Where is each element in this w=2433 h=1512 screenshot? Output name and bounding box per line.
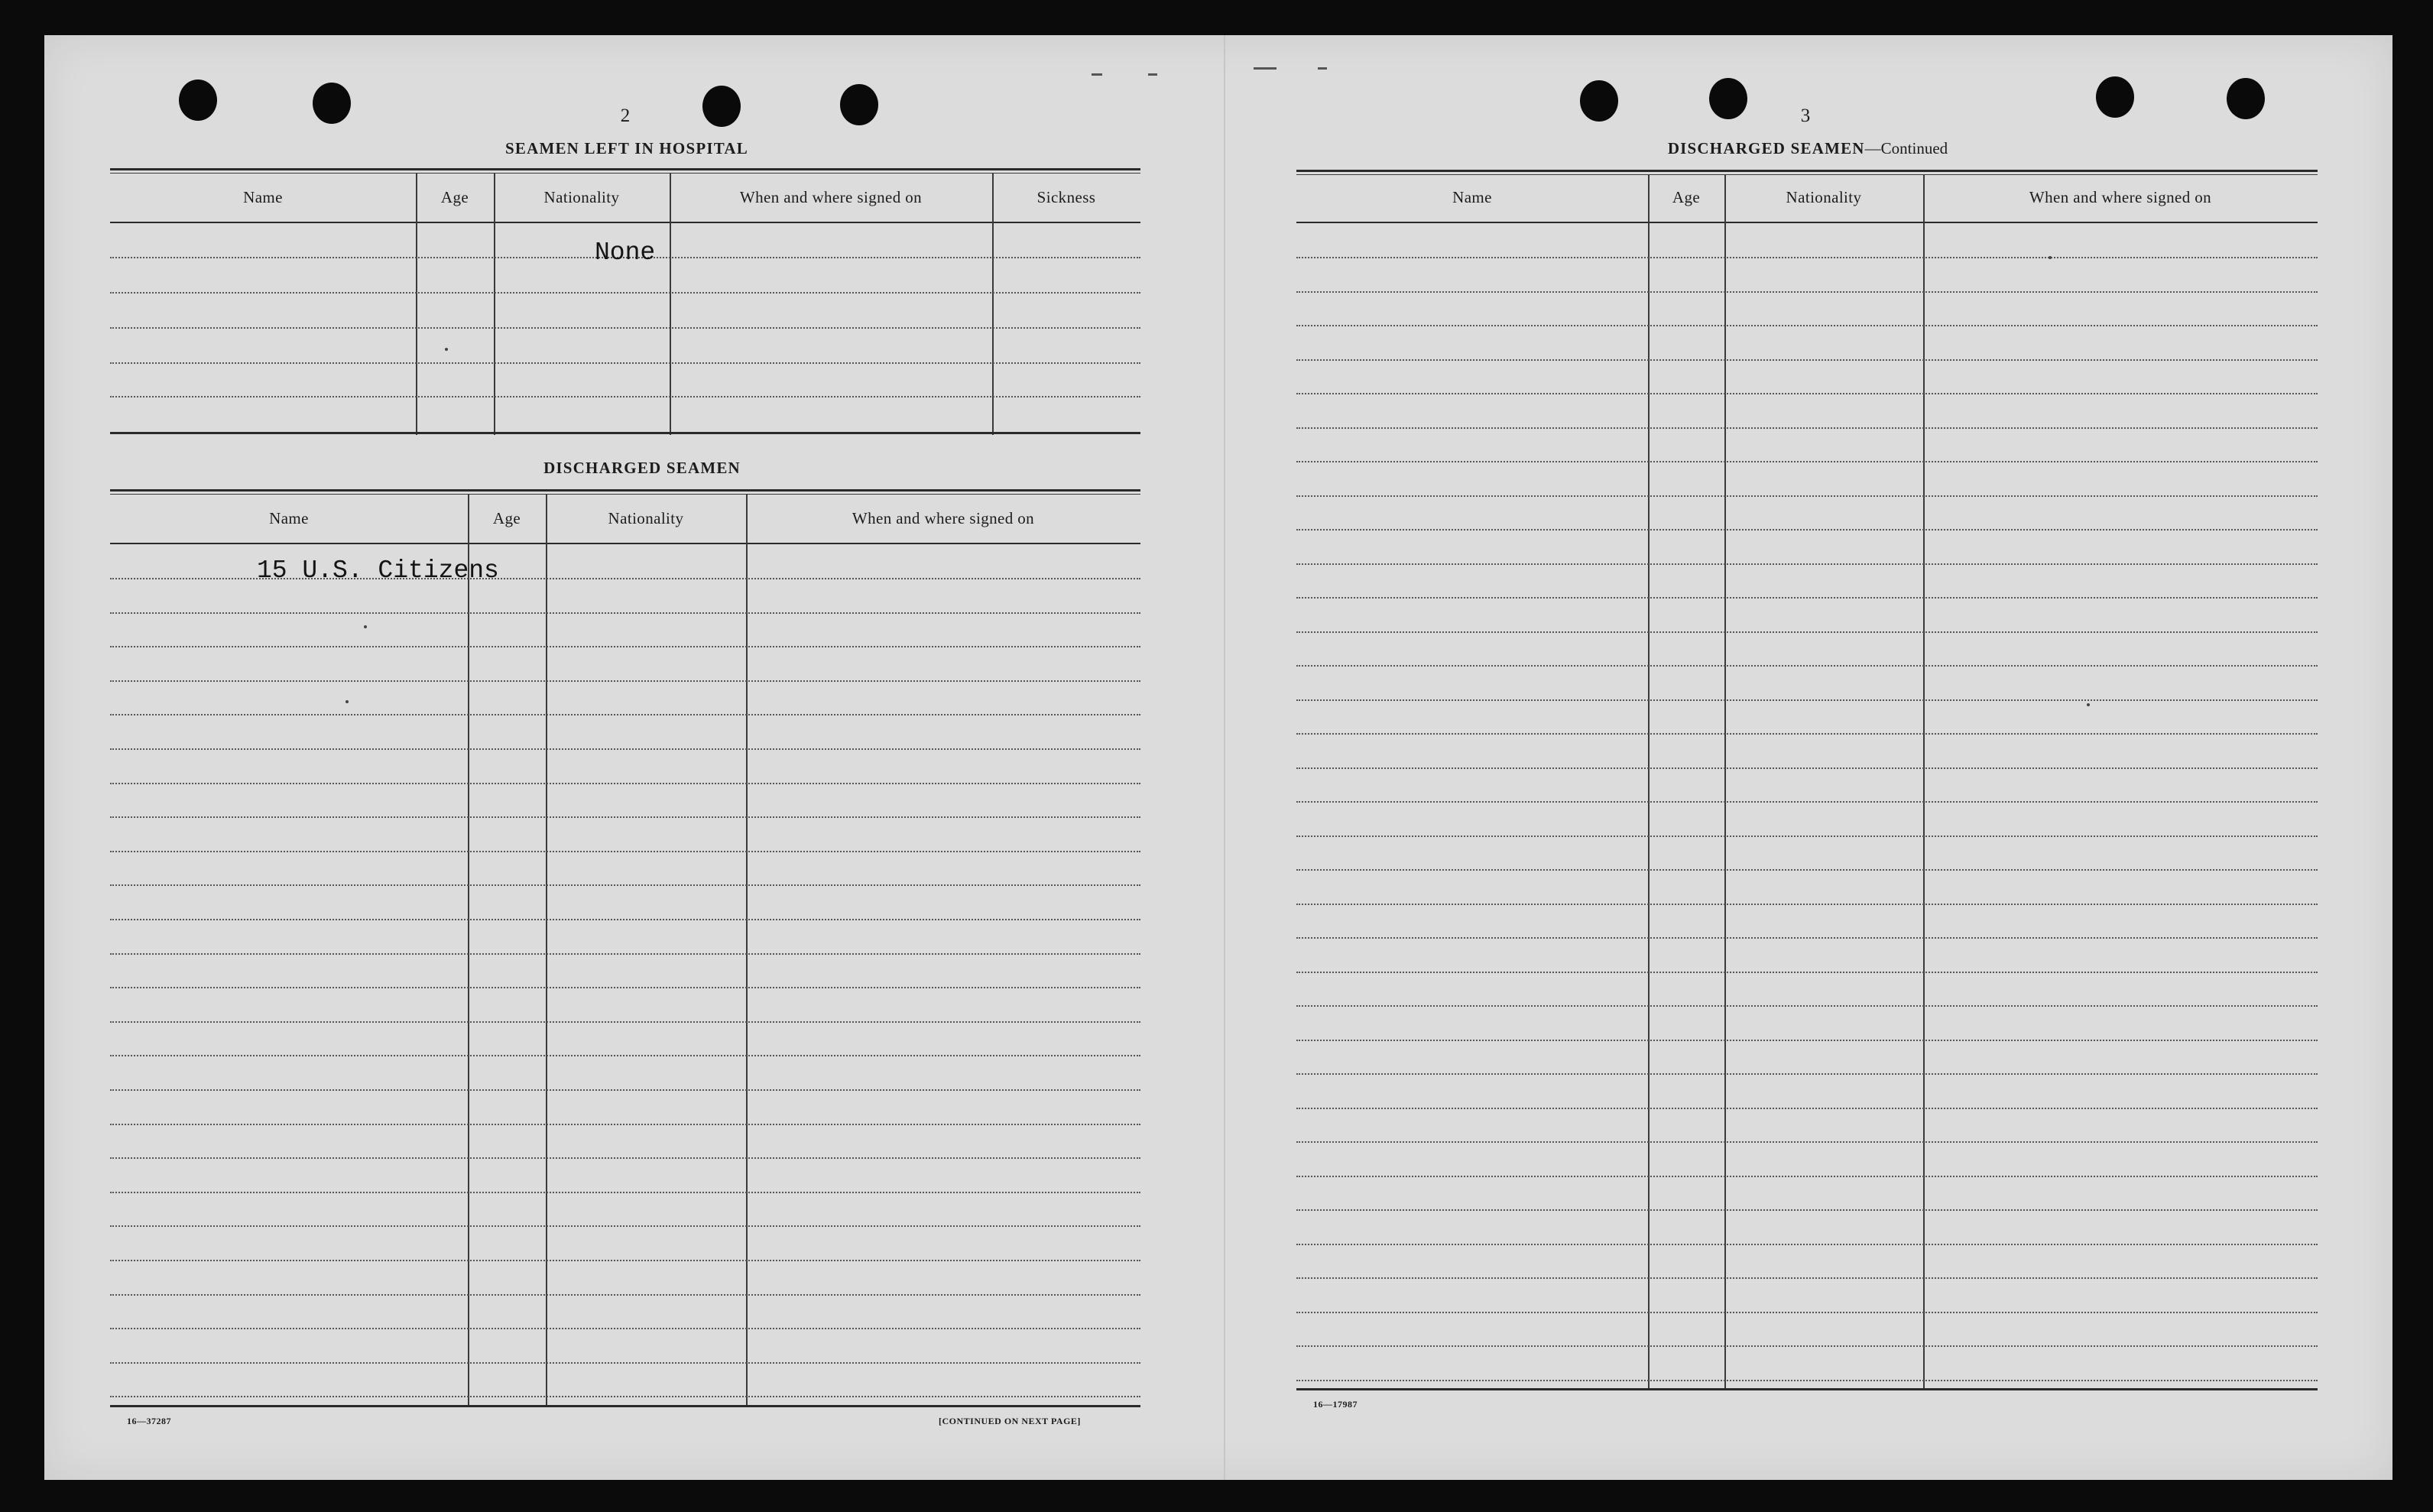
punch-hole: [1580, 80, 1618, 122]
ruled-line: [1296, 529, 2318, 530]
column-header-signed-on: When and where signed on: [2029, 188, 2212, 206]
ruled-line: [110, 884, 1140, 886]
ruled-line: [1296, 767, 2318, 769]
ruled-line: [1296, 1244, 2318, 1245]
ruled-line: [110, 1089, 1140, 1091]
ruled-line: [1296, 1073, 2318, 1075]
scan-speck: [345, 700, 349, 703]
ruled-line: [110, 851, 1140, 852]
form-code-left: 16—37287: [127, 1416, 171, 1426]
ruled-line: [1296, 1277, 2318, 1279]
ruled-line: [1296, 1108, 2318, 1109]
discharged-continued-title: [1559, 139, 2056, 158]
discharged-continued-table: [1296, 170, 2318, 1391]
column-header-age: Age: [1672, 188, 1701, 206]
ruled-line: [1296, 869, 2318, 871]
discharged-title-main: DISCHARGED SEAMEN: [1667, 139, 1865, 157]
ruled-line: [1296, 393, 2318, 394]
column-header-sickness: Sickness: [1036, 188, 1096, 206]
ruled-line: [110, 714, 1140, 715]
ruled-line: [110, 1225, 1140, 1227]
ruled-line: [1296, 1345, 2318, 1347]
scan-smudge: [1092, 73, 1102, 76]
scan-speck: [2087, 703, 2090, 706]
form-code-right: 16—17987: [1313, 1399, 1358, 1410]
punch-hole: [840, 84, 878, 125]
ruled-line: [1296, 937, 2318, 939]
discharged-title-suffix: —Continued: [1864, 139, 1948, 157]
ruled-line: [1296, 461, 2318, 462]
ruled-line: [1296, 631, 2318, 633]
ruled-line: [110, 783, 1140, 784]
ruled-line: [110, 987, 1140, 988]
ruled-line: [110, 1021, 1140, 1023]
ruled-line: [1296, 733, 2318, 735]
punch-hole: [2227, 78, 2265, 119]
ruled-line: [1296, 665, 2318, 667]
column-header-name: Name: [243, 188, 283, 206]
column-header-nationality: Nationality: [543, 188, 620, 206]
ruled-line: [110, 1124, 1140, 1125]
ruled-line: [1296, 1005, 2318, 1007]
ruled-line: [110, 1260, 1140, 1261]
column-header-nationality: Nationality: [1786, 188, 1862, 206]
column-header-age: Age: [492, 509, 521, 527]
punch-hole: [702, 86, 741, 127]
punch-hole: [2096, 76, 2134, 118]
ruled-line: [1296, 359, 2318, 361]
ruled-line: [1296, 1141, 2318, 1143]
scan-speck: [2049, 256, 2052, 259]
ruled-line: [110, 1362, 1140, 1364]
ruled-line: [1296, 1380, 2318, 1381]
column-header-age: Age: [440, 188, 469, 206]
punch-hole: [1709, 78, 1747, 119]
ruled-line: [110, 953, 1140, 955]
scan-speck: [364, 625, 367, 628]
ruled-line: [1296, 1312, 2318, 1313]
ruled-line: [1296, 699, 2318, 701]
ruled-line: [1296, 597, 2318, 599]
scan-speck: [445, 348, 448, 351]
page-number-right: 3: [1800, 105, 1811, 126]
ruled-line: [1296, 801, 2318, 803]
ruled-line: [110, 646, 1140, 647]
punch-hole: [179, 79, 217, 121]
punch-hole: [313, 83, 351, 124]
scan-smudge: [1318, 67, 1327, 70]
ruled-line: [110, 816, 1140, 818]
ruled-line: [110, 612, 1140, 614]
ruled-line: [1296, 257, 2318, 258]
ruled-line: [1296, 1209, 2318, 1211]
ruled-line: [1296, 325, 2318, 326]
ruled-line: [1296, 1176, 2318, 1177]
continued-note: [CONTINUED ON NEXT PAGE]: [939, 1416, 1081, 1426]
ruled-line: [110, 1192, 1140, 1193]
ruled-line: [110, 1055, 1140, 1056]
ruled-line: [110, 748, 1140, 750]
hospital-section-title: SEAMEN LEFT IN HOSPITAL: [505, 139, 748, 157]
column-header-name: Name: [269, 509, 309, 527]
ruled-line: [1296, 1040, 2318, 1041]
ruled-line: [1296, 904, 2318, 905]
ruled-line: [1296, 427, 2318, 429]
scan-smudge: [1148, 73, 1157, 76]
hospital-table: [110, 168, 1140, 437]
ruled-line: [110, 1157, 1140, 1159]
page-fold: [1224, 35, 1225, 1480]
column-header-signed-on: When and where signed on: [852, 509, 1035, 527]
ruled-line: [110, 680, 1140, 682]
ruled-line: [1296, 495, 2318, 497]
ruled-line: [1296, 563, 2318, 565]
ruled-line: [1296, 835, 2318, 837]
hospital-entry-none: None: [595, 238, 656, 267]
ruled-line: [110, 1294, 1140, 1296]
ruled-line: [1296, 291, 2318, 293]
ruled-line: [110, 1396, 1140, 1397]
ruled-line: [1296, 972, 2318, 973]
ruled-line: [110, 1328, 1140, 1329]
column-header-nationality: Nationality: [608, 509, 684, 527]
column-header-signed-on: When and where signed on: [739, 188, 923, 206]
discharged-section-title: DISCHARGED SEAMEN: [543, 459, 741, 477]
discharged-entry-citizens: 15 U.S. Citizens: [257, 556, 499, 585]
ruled-line: [110, 919, 1140, 920]
page-number-left: 2: [620, 105, 631, 126]
scan-smudge: [1254, 67, 1277, 70]
column-header-name: Name: [1452, 188, 1492, 206]
discharged-table: [110, 489, 1140, 1408]
